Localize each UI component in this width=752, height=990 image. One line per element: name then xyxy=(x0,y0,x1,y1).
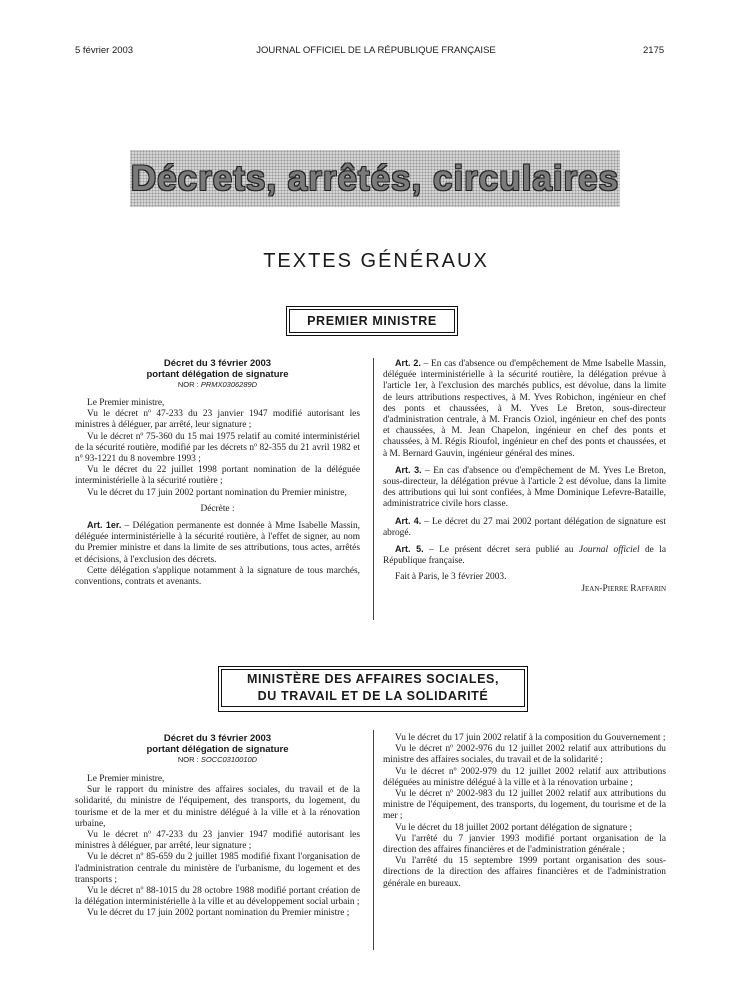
decree-2-visa: Vu le décret du 18 juillet 2002 portant délégation de signature ; xyxy=(395,822,633,833)
decree-1-decrete: Décrète : xyxy=(200,503,235,514)
decree-2-left-column xyxy=(75,733,360,920)
decree-1-article-3: Art. 3. – En cas d'absence ou d'empêchement de M. Yves Le Breton, sous-directeur, la délégation prévue à l'article 2 est dévolue, dans la limite des attributions qui lui sont confiées, à Mme Dominique Lefevre-Bataille, administratrice civile hors classe. xyxy=(383,464,667,510)
decree-2-title: Décret du 3 février 2003 xyxy=(163,733,272,744)
decree-1-subtitle: portant délégation de signature xyxy=(146,369,289,380)
decree-1-nor-code: PRMX0306289D xyxy=(200,380,258,389)
ministry-box-premier-ministre xyxy=(286,306,458,336)
decree-1-signature: Jean-Pierre Raffarin xyxy=(581,583,666,594)
section-title: TEXTES GÉNÉRAUX xyxy=(263,250,489,272)
decree-2-nor: NOR : SOCC0310010D xyxy=(177,755,258,764)
decree-1-visa: Vu le décret nº 75-360 du 15 mai 1975 relatif au comité interministériel de la sécurité routière, modifié par les décrets nº 82-355 du 21 avril 1982 et nº 93-1221 du 8 novembre 1993 ; xyxy=(75,431,360,465)
decree-1-title: Décret du 3 février 2003 xyxy=(163,358,272,369)
decree-1-nor: NOR : PRMX0306289D xyxy=(177,380,258,389)
ministry-box-affaires-sociales xyxy=(218,666,528,712)
decree-2-visa: Vu le décret nº 2002-983 du 12 juillet 2002 relatif aux attributions du ministre de l'équipement, des transports, du logement, du tourisme et de la mer ; xyxy=(383,789,666,822)
ministry-name-line-2: DU TRAVAIL ET DE LA SOLIDARITÉ xyxy=(257,689,489,703)
decree-1-paragraph: Cette délégation s'applique notamment à la signature de tous marchés, conventions, contrats et avenants. xyxy=(75,565,360,588)
decree-2-visa: Sur le rapport du ministre des affaires sociales, du travail et de la solidarité, du ministre de l'équipement, des transports, du logement, du tourisme et de la mer et du ministre délégué à la ville et à la rénovation urbaine, xyxy=(75,785,360,829)
decree-2-visa: Le Premier ministre, xyxy=(87,774,165,784)
decree-2-nor-code: SOCC0310010D xyxy=(200,755,258,764)
decree-1-visa: Vu le décret du 17 juin 2002 portant nomination du Premier ministre, xyxy=(87,487,347,498)
header-page-number: 2175 xyxy=(643,45,665,56)
ministry-name: PREMIER MINISTRE xyxy=(289,309,455,333)
header-date: 5 février 2003 xyxy=(75,45,134,56)
decree-1-visa: Le Premier ministre, xyxy=(87,398,165,408)
banner-title: Décrets, arrêtés, circulaires xyxy=(130,158,620,198)
decree-2-visa: Vu l'arrêté du 15 septembre 1999 portant organisation des sous-directions de la direction des affaires financières et de l'administration générale en bureaux. xyxy=(383,856,666,889)
ministry-name-line-1: MINISTÈRE DES AFFAIRES SOCIALES, xyxy=(246,672,500,686)
decree-1-article-1: Art. 1er. – Délégation permanente est donnée à Mme Isabelle Massin, déléguée interministérielle à la sécurité routière, à l'effet de signer, au nom du Premier ministre et dans la limite de ses attributions, tous actes, arrêtés et décisions, à l'exclusion des décrets. xyxy=(75,520,361,565)
decree-1-article-4: Art. 4. – Le décret du 27 mai 2002 portant délégation de signature est abrogé. xyxy=(383,515,667,538)
decree-2-visa: Vu le décret nº 2002-976 du 12 juillet 2002 relatif aux attributions du ministre des affaires sociales, du travail et de la solidarité ; xyxy=(383,744,666,766)
column-divider xyxy=(373,730,374,950)
decree-1-fait: Fait à Paris, le 3 février 2003. xyxy=(395,572,507,583)
decree-2-visa: Vu le décret nº 47-233 du 23 janvier 1947 modifié autorisant les ministres à déléguer, par arrêté, leur signature ; xyxy=(75,830,360,852)
section-banner xyxy=(130,150,620,207)
decree-2-visa: Vu le décret du 17 juin 2002 portant nomination du Premier ministre ; xyxy=(87,908,350,919)
decree-2-subtitle: portant délégation de signature xyxy=(146,744,289,755)
decree-2-right-column xyxy=(383,733,666,890)
decree-1-left-column xyxy=(75,358,360,588)
decree-1-visa: Vu le décret nº 47-233 du 23 janvier 1947 modifié autorisant les ministres à déléguer, par arrêté, leur signature ; xyxy=(75,409,360,431)
decree-1-right-column xyxy=(383,358,666,595)
decree-1-article-5: Art. 5. – Le présent décret sera publié au Journal officiel de la République française. xyxy=(383,544,667,567)
decree-2-visa: Vu l'arrêté du 7 janvier 1993 modifié portant organisation de la direction des affaires financières et de l'administration générale ; xyxy=(383,833,666,856)
decree-2-visa: Vu le décret nº 88-1015 du 28 octobre 1988 modifié portant création de la délégation interministérielle à la ville et au développement social urbain ; xyxy=(75,886,360,908)
header-journal-title: JOURNAL OFFICIEL DE LA RÉPUBLIQUE FRANÇAISE xyxy=(256,45,496,56)
decree-1-visa: Vu le décret du 22 juillet 1998 portant nomination de la déléguée interministérielle à la sécurité routière ; xyxy=(75,465,360,487)
decree-2-visa: Vu le décret du 17 juin 2002 relatif à la composition du Gouvernement ; xyxy=(395,733,666,743)
decree-1-article-2: Art. 2. – En cas d'absence ou d'empêchement de Mme Isabelle Massin, déléguée interministérielle à la sécurité routière, la délégation prévue à l'article 1er, à l'exclusion des marchés publics, est dévolue, dans la limite de leurs attributions respectives, à M. Yves Robichon, ingénieur en chef des ponts et chaussées, à M. Yves Le Breton, sous-directeur d'administration centrale, à M. Francis Oziol, ingénieur en chef des ponts et chaussées, à M. Jean Chapelon, ingénieur en chef des ponts et chaussées, à M. Régis Rioufol, ingénieur en chef des ponts et chaussées, et à M. Bernard Gauvin, ingénieur général des mines. xyxy=(383,358,666,459)
decree-2-visa: Vu le décret nº 2002-979 du 12 juillet 2002 relatif aux attributions déléguées au ministre délégué à la ville et à la rénovation urbaine ; xyxy=(383,766,666,788)
decree-2-visa: Vu le décret nº 85-659 du 2 juillet 1985 modifié fixant l'organisation de l'administration centrale du ministère de l'urbanisme, du logement et des transports ; xyxy=(75,852,360,885)
column-divider xyxy=(373,358,374,620)
